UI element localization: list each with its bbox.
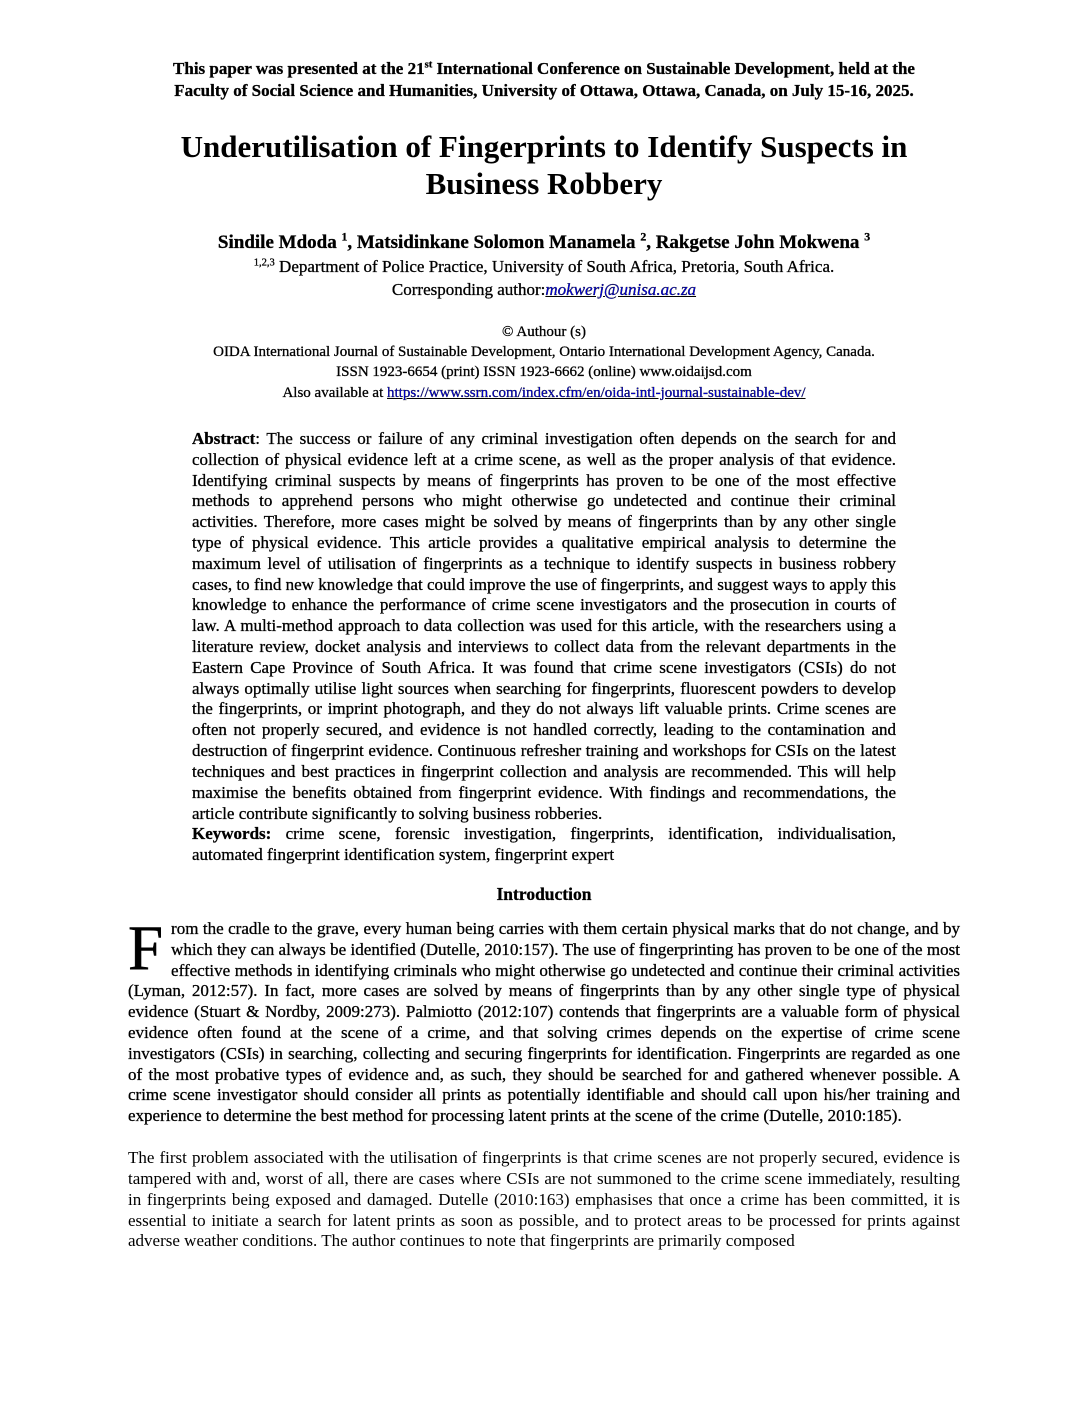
abstract-label: Abstract [192, 428, 256, 448]
affiliation-line [128, 257, 960, 277]
abstract-paragraph [192, 429, 896, 824]
availability-line [128, 383, 960, 403]
corresponding-label: Corresponding author: [391, 279, 546, 299]
keywords-paragraph [192, 824, 896, 866]
keywords-label: Keywords: [192, 824, 272, 844]
author-sup: 2 [640, 230, 647, 244]
corresponding-email-link[interactable]: mokwerj@unisa.ac.za [545, 279, 697, 299]
abstract-text: : The success or failure of any criminal investigation often depends on the search for and collection of physical evidence left at a crime scene, as well as the proper analysis of that evidence. Identifying criminal suspects by means of fingerprints has proven to be one of the most effective methods to apprehend persons who might otherwise go undetected and continue their criminal activities. Therefore, more cases might be solved by means of fingerprints than by any other single type of physical evidence. This article provides a qualitative empirical analysis to determine the maximum level of utilisation of fingerprints as a technique to identify suspects in business robbery cases, to find new knowledge that could improve the use of fingerprints, and suggest ways to apply this knowledge to enhance the performance of crime scene investigators and the prosecution in courts of law. A multi-method approach to data collection was used for this article, with the researchers using a literature review, docket analysis and interviews to collect data from the relevant departments in the Eastern Cape Province of South Africa. It was found that crime scene investigators (CSIs) do not always optimally utilise light sources when searching for fingerprints, fluorescent powders to develop the fingerprints, or imprint photograph, and they do not always lift valuable prints. Crime scenes are often not properly secured, and evidence is not handled correctly, leading to the contamination and destruction of fingerprint evidence. Continuous refresher training and workshops for CSIs on the latest techniques and best practices in fingerprint collection and analysis are recommended. This will help maximise the benefits obtained from fingerprint evidence. With findings and recommendations, the article contribute significantly to solving business robberies. [192, 428, 896, 823]
conference-note-suffix: International Conference on Sustainable Development, held at the Faculty of Social Science and Humanities, University of Ottawa, Ottawa, Canada, on July 15-16, 2025. [174, 59, 915, 100]
conference-note [163, 58, 925, 102]
section-heading-introduction: Introduction [496, 883, 592, 904]
abstract-section [192, 429, 896, 866]
author-name: Sindile Mdoda [217, 231, 342, 253]
author-sup: 3 [864, 230, 871, 244]
issn-line: ISSN 1923-6654 (print) ISSN 1923-6662 (online) www.oidaijsd.com [336, 364, 752, 381]
introduction-paragraph-1-text: rom the cradle to the grave, every human being carries with them certain physical marks that do not change, and by which they can always be identified (Dutelle, 2010:157). The use of fingerprinting has proven to be one of the most effective methods in identifying criminals who might otherwise go undetected and continue their criminal activities (Lyman, 2012:57). In fact, more cases are solved by means of fingerprints than by any other single type of physical evidence (Stuart & Nordby, 2009:273). Palmiotto (2012:107) contends that fingerprints are a valuable form of physical evidence often found at the scene of a crime, and that solving crimes depends on the expertise of crime scene investigators (CSIs) in searching, collecting and securing fingerprints for identification. Fingerprints are regarded as one of the most probative types of evidence and, as such, they should be searched for and gathered whenever possible. A crime scene investigator should consider all prints as potentially identifiable and should call upon his/her training and experience to determine the best method for processing latent prints at the scene of the crime (Dutelle, 2010:185). [128, 918, 960, 1126]
author-sup: 1 [341, 230, 348, 244]
ssrn-link[interactable]: https://www.ssrn.com/index.cfm/en/oida-intl-journal-sustainable-dev/ [387, 384, 806, 401]
dropcap-letter: F [128, 912, 164, 983]
author-separator: , [646, 231, 656, 253]
introduction-paragraph-2: The first problem associated with the utilisation of fingerprints is that crime scenes are not properly secured, evidence is tampered with and, worst of all, there are cases where CSIs are not summoned to the crime scene immediately, resulting in fingerprints being exposed and damaged. Dutelle (2010:163) emphasises that once a crime has been committed, it is essential to initiate a search for latent prints as soon as possible, and to protect areas to be processed for prints against adverse weather conditions. The author continues to note that fingerprints are primarily composed [128, 1148, 960, 1251]
publisher-block [128, 322, 960, 403]
affiliation-text: Department of Police Practice, University of South Africa, Pretoria, South Africa. [274, 256, 835, 276]
journal-line: OIDA International Journal of Sustainable Development, Ontario International Development Agency, Canada. [213, 344, 875, 361]
conference-note-ordinal: st [424, 59, 433, 71]
copyright-line: © Authour (s) [502, 323, 586, 340]
introduction-body [128, 912, 960, 1252]
affiliation-sup: 1,2,3 [253, 257, 275, 269]
keywords-text: crime scene, forensic investigation, fingerprints, identification, individualisation, automated fingerprint identification system, fingerprint expert [192, 824, 896, 865]
author-separator: , [347, 231, 357, 253]
corresponding-line [128, 280, 960, 300]
author-name: Matsidinkane Solomon Manamela [356, 231, 641, 253]
page-title: Underutilisation of Fingerprints to Identify Suspects in Business Robbery [180, 128, 908, 201]
authors-line [128, 232, 960, 254]
availability-label: Also available at [282, 384, 387, 401]
introduction-paragraph-1 [128, 912, 960, 1127]
author-name: Rakgetse John Mokwena [655, 231, 865, 253]
conference-note-prefix: This paper was presented at the 21 [173, 59, 425, 78]
